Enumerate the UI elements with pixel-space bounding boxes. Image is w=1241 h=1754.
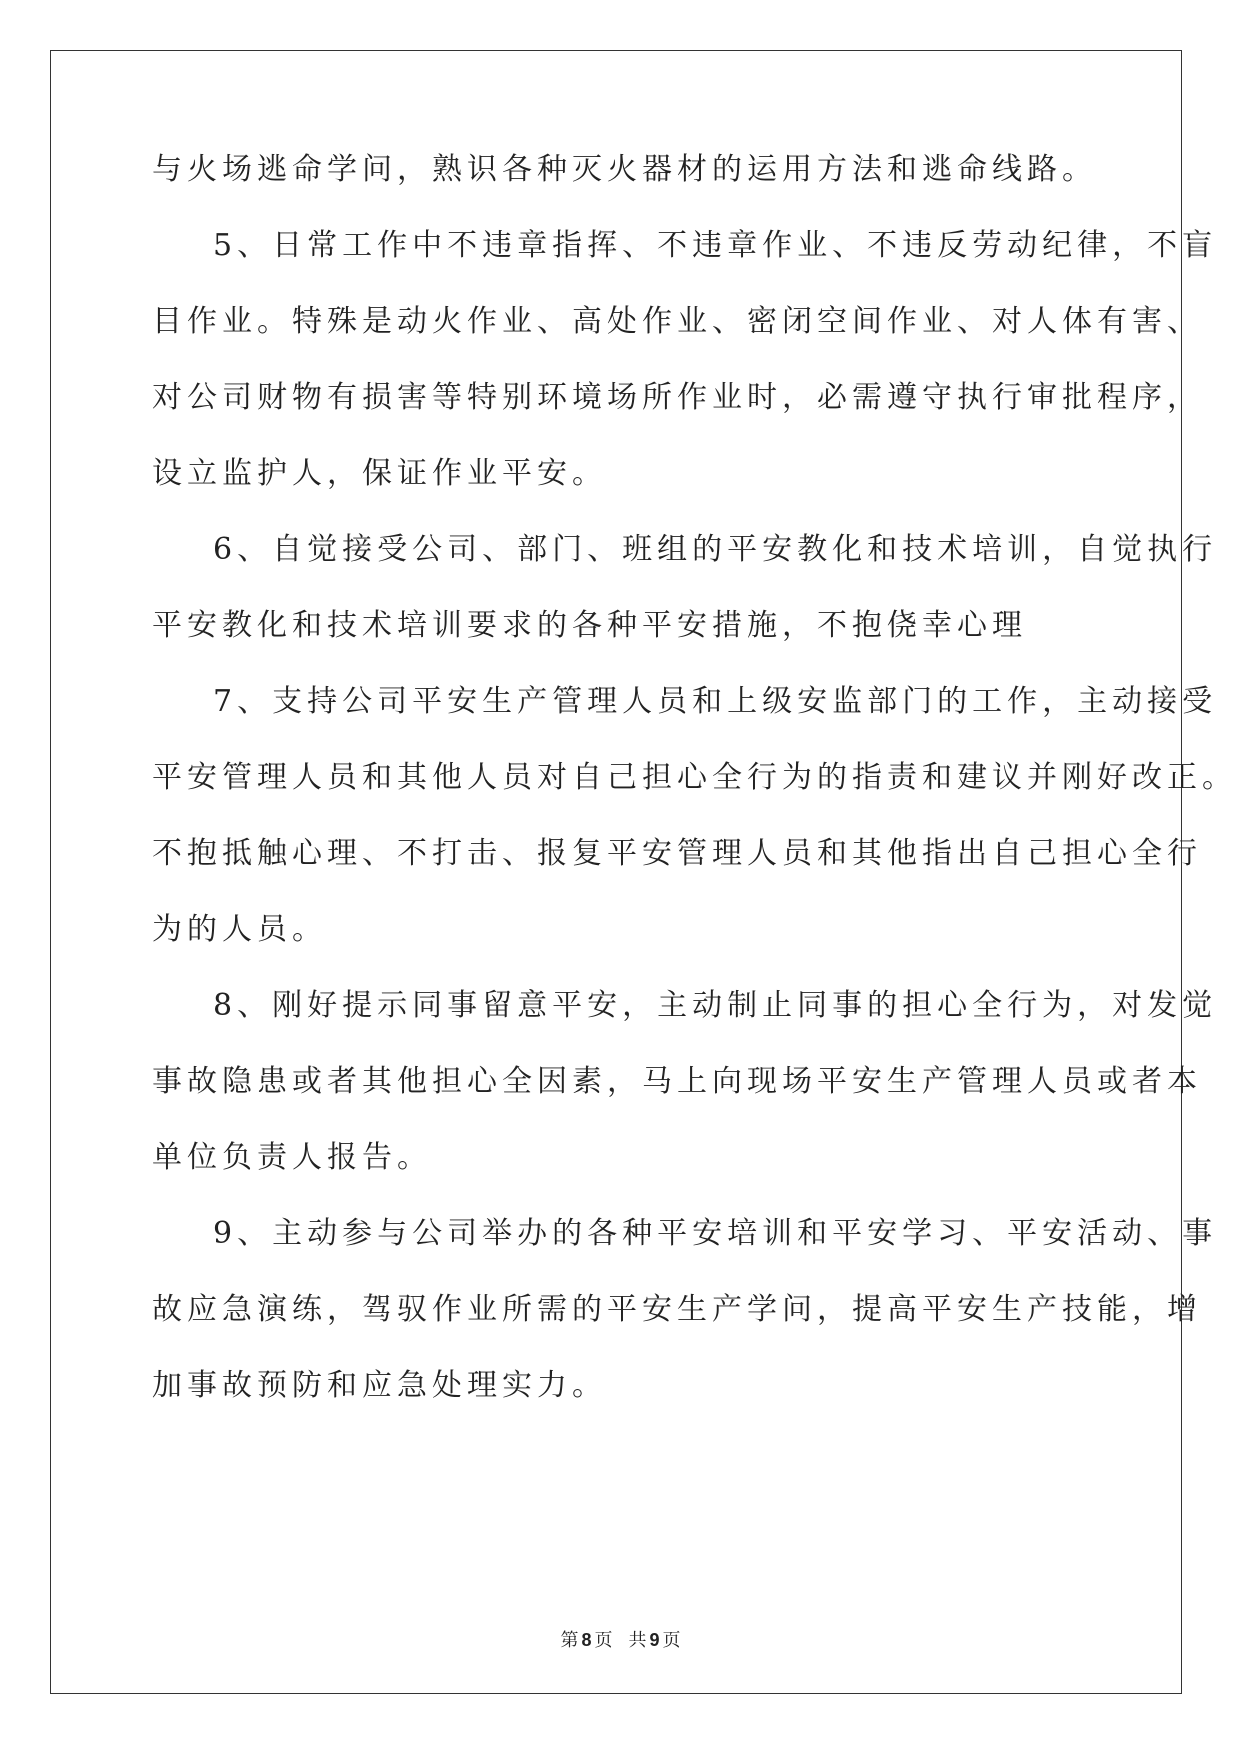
total-pages-suffix: 页 — [662, 1630, 681, 1651]
text-line: 对公司财物有损害等特别环境场所作业时，必需遵守执行审批程序， — [152, 380, 1202, 415]
page-number-prefix: 第 — [560, 1630, 579, 1651]
text-line: 与火场逃命学问，熟识各种灭火器材的运用方法和逃命线路。 — [152, 152, 1097, 187]
total-page-number: 9 — [649, 1630, 660, 1650]
text-line: 加事故预防和应急处理实力。 — [152, 1368, 607, 1403]
paragraph-6-line: 6、自觉接受公司、部门、班组的平安教化和技术培训，自觉执行 — [213, 532, 1218, 567]
page-number-suffix: 页 — [594, 1630, 613, 1651]
text-line: 平安管理人员和其他人员对自己担心全行为的指责和建议并刚好改正。 — [152, 760, 1237, 795]
text-line: 事故隐患或者其他担心全因素，马上向现场平安生产管理人员或者本 — [152, 1064, 1202, 1099]
total-pages-prefix: 共 — [628, 1630, 647, 1651]
page-footer — [0, 1628, 1241, 1653]
paragraph-7-line: 7、支持公司平安生产管理人员和上级安监部门的工作，主动接受 — [213, 684, 1218, 719]
text-line: 平安教化和技术培训要求的各种平安措施，不抱侥幸心理 — [152, 608, 1027, 643]
text-line: 故应急演练，驾驭作业所需的平安生产学问，提高平安生产技能，增 — [152, 1292, 1202, 1327]
paragraph-9-line: 9、主动参与公司举办的各种平安培训和平安学习、平安活动、事 — [213, 1216, 1218, 1251]
paragraph-5-line: 5、日常工作中不违章指挥、不违章作业、不违反劳动纪律，不盲 — [213, 228, 1218, 263]
text-line: 目作业。特殊是动火作业、高处作业、密闭空间作业、对人体有害、 — [152, 304, 1202, 339]
text-line: 不抱抵触心理、不打击、报复平安管理人员和其他指出自己担心全行 — [152, 836, 1202, 871]
text-line: 为的人员。 — [152, 912, 327, 947]
paragraph-8-line: 8、刚好提示同事留意平安，主动制止同事的担心全行为，对发觉 — [213, 988, 1218, 1023]
text-line: 设立监护人，保证作业平安。 — [152, 456, 607, 491]
text-line: 单位负责人报告。 — [152, 1140, 432, 1175]
current-page-number: 8 — [581, 1630, 592, 1650]
